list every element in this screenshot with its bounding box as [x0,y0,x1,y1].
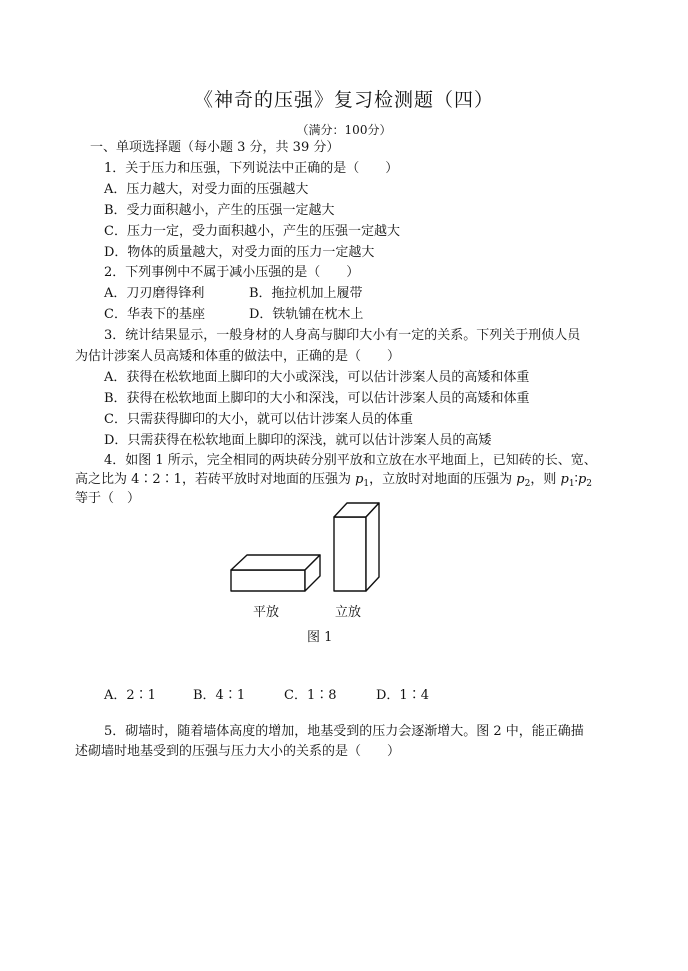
question-5-stem-line2: 述砌墙时地基受到的压强与压力大小的关系的是（ ） [75,744,401,759]
question-4-stem-line2: 高之比为 4∶2∶1，若砖平放时对地面的压强为 $p_1$，立放时对地面的压强为 $p_2$，则 $p_1∶p_2$ [75,472,592,489]
question-3-stem-line1: 3．统计结果显示，一般身材的人身高与脚印大小有一定的关系。下列关于刑侦人员 [104,328,581,343]
question-2-option-d: D．铁轨铺在枕木上 [249,307,364,322]
standing-brick-shape [334,503,379,591]
question-2-option-b: B．拖拉机加上履带 [249,286,363,301]
question-3-stem-line2: 为估计涉案人员高矮和体重的做法中，正确的是（ ） [75,349,401,364]
question-2-option-c: C．华表下的基座 [104,307,205,322]
figure-label-flat: 平放 [253,605,280,620]
question-1-stem: 1．关于压力和压强，下列说法中正确的是（ ） [104,161,399,176]
question-5-stem-line1: 5．砌墙时，随着墙体高度的增加，地基受到的压力会逐渐增大。图 2 中，能正确描 [104,724,584,739]
figure-1 [220,495,420,645]
question-3-option-d: D．只需获得在松软地面上脚印的深浅，就可以估计涉案人员的高矮 [104,433,492,448]
question-2-stem: 2．下列事例中不属于减小压强的是（ ） [104,265,360,280]
bricks-illustration [220,495,420,605]
question-1-option-a: A．压力越大，对受力面的压强越大 [104,182,309,197]
question-1-option-b: B．受力面积越小，产生的压强一定越大 [104,203,335,218]
question-4-option-c: C．1∶8 [284,688,337,703]
section-heading: 一、单项选择题（每小题 3 分，共 39 分） [90,140,340,155]
question-4-option-b: B．4∶1 [193,688,246,703]
question-4-stem-line3: 等于（ ） [75,491,141,506]
question-3-option-a: A．获得在松软地面上脚印的大小或深浅，可以估计涉案人员的高矮和体重 [104,370,530,385]
question-3-option-b: B．获得在松软地面上脚印的大小和深浅，可以估计涉案人员的高矮和体重 [104,391,530,406]
question-1-option-c: C．压力一定，受力面积越小，产生的压强一定越大 [104,224,400,239]
question-1-option-d: D．物体的质量越大，对受力面的压力一定越大 [104,245,375,260]
page-title: 《神奇的压强》复习检测题（四） [193,89,494,111]
figure-caption: 图 1 [307,630,333,645]
question-4-option-a: A．2∶1 [104,688,156,703]
question-4-stem-line1: 4．如图 1 所示，完全相同的两块砖分别平放和立放在水平地面上，已知砖的长、宽、 [104,453,597,468]
figure-label-stand: 立放 [335,605,362,620]
full-score-note: （满分：100分） [296,123,392,137]
flat-brick-shape [231,555,320,591]
question-2-option-a: A．刀刃磨得锋利 [104,286,205,301]
question-4-option-d: D．1∶4 [376,688,429,703]
question-3-option-c: C．只需获得脚印的大小，就可以估计涉案人员的体重 [104,412,413,427]
